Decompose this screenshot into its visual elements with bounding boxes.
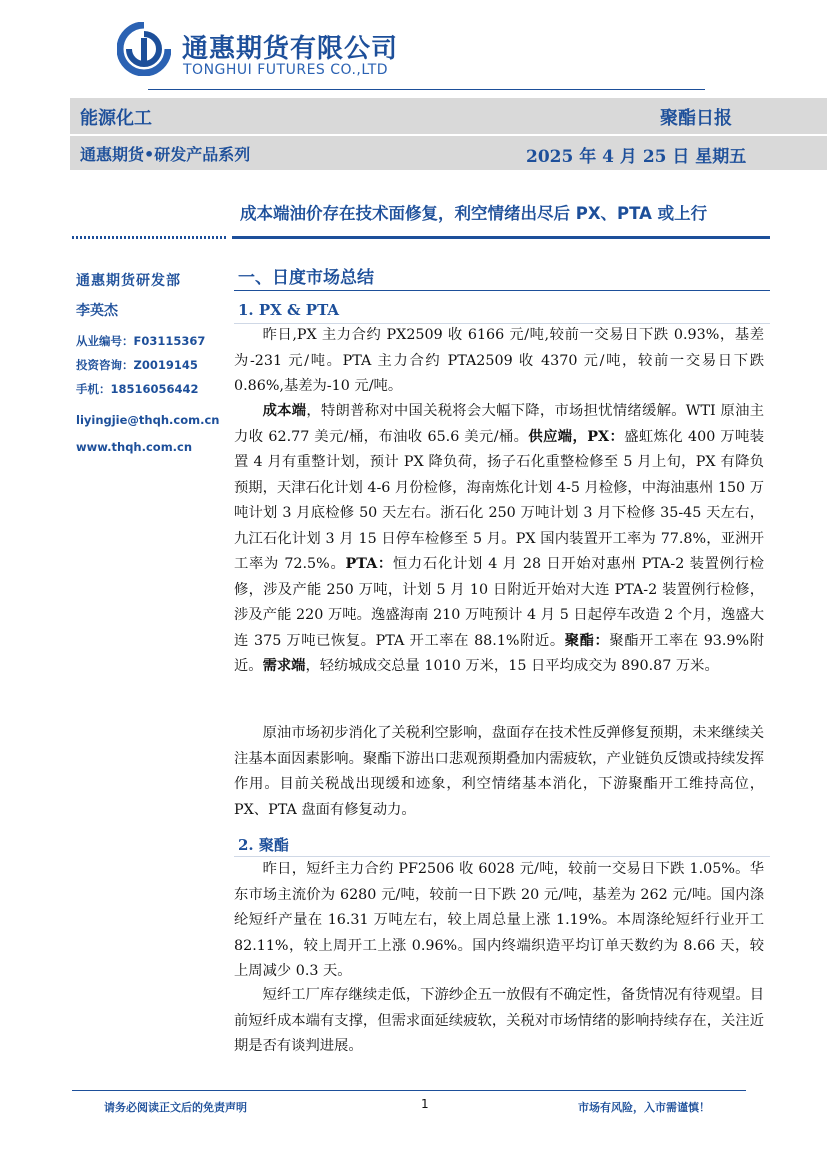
risk-warning: 市场有风险，入市需谨慎！	[578, 1101, 710, 1114]
page-number: 1	[421, 1097, 429, 1111]
cost-side-label: 成本端	[262, 403, 307, 419]
paragraph-staple-fiber: 昨日，短纤主力合约 PF2506 收 6028 元/吨，较前一交易日下跌 1.05%。华东市场主流价为 6280 元/吨，较前一日下跌 20 元/吨，基差为 262 元/吨。国内涤纶短纤产量在 16.31 万吨左右，较上周总量上涨 1.19%。本周涤纶短纤行业开工 82.11%，较上周开工上涨 0.96%。国内终端织造平均订单天数约为 8.66 天，较上周减少 0.3 天。	[234, 861, 764, 979]
paragraph-outlook: 原油市场初步消化了关税利空影响，盘面存在技术性反弹修复预期，未来继续关注基本面因素影响。聚酯下游出口悲观预期叠加内需疲软，产业链负反馈或持续发挥作用。目前关税战出现缓和迹象，利空情绪基本消化，下游聚酯开工维持高位，PX、PTA 盘面有修复动力。	[234, 725, 764, 818]
section-title: 一、日度市场总结	[238, 268, 374, 288]
section-rule	[234, 290, 770, 291]
subsection-px-pta: 1. PX & PTA	[238, 301, 340, 319]
company-website[interactable]: www.thqh.com.cn	[76, 440, 193, 454]
company-name-en: TONGHUI FUTURES CO.,LTD	[183, 62, 389, 78]
report-date: 2025 年 4 月 25 日 星期五	[526, 147, 747, 167]
header-divider	[148, 89, 705, 90]
disclaimer-note: 请务必阅读正文后的免责声明	[104, 1101, 247, 1114]
license-label: 从业编号：	[76, 334, 134, 348]
supply-px-text: 盛虹炼化 400 万吨装置 4 月有重整计划，预计 PX 降负荷，扬子石化重整检修至 5 月上旬，PX 有降负预期，天津石化计划 4-6 月份检修，海南炼化计划 4-5 月检修，中海油惠州 150 万吨计划 3 月底检修 50 天左右。浙石化 250 万吨计划 3 月下检修 35-45 天左右，九江石化计划 3 月 15 日停车检修至 5 月。PX 国内装置开工率为 77.8%，亚洲开工率为 72.5%。	[234, 428, 764, 572]
phone-label: 手机：	[76, 382, 111, 396]
subsection-polyester: 2. 聚酯	[238, 836, 289, 854]
research-dept: 通惠期货研发部	[76, 273, 181, 289]
polyester-text: 聚酯开工率在 93.9%附近。	[234, 632, 764, 674]
phone-row	[76, 377, 226, 401]
consult-value: Z0019145	[133, 358, 198, 372]
supply-pta-text: 恒力石化计划 4 月 28 日开始对惠州 PTA-2 装置例行检修，涉及产能 250 万吨，计划 5 月 10 日附近开始对大连 PTA-2 装置例行检修，涉及产能 220 万吨。逸盛海南 210 万吨预计 4 月 5 日起停车改造 2 个月，逸盛大连 375 万吨已恢复。PTA 开工率在 88.1%附近。	[234, 556, 764, 649]
headline-rule	[232, 236, 770, 239]
report-type: 聚酯日报	[660, 108, 732, 129]
analyst-email[interactable]: liyingjie@thqh.com.cn	[76, 413, 220, 427]
banner-divider	[70, 134, 827, 136]
analyst-name: 李英杰	[76, 303, 118, 319]
pta-label: PTA：	[345, 556, 393, 572]
demand-side-label: 需求端	[262, 658, 306, 674]
author-sidebar	[76, 270, 226, 454]
cost-side-text: ，特朗普称对中国关税将会大幅下降，市场担忧情绪缓解。WTI 原油主力收 62.77 美元/桶，布油收 65.6 美元/桶。	[234, 403, 764, 445]
consult-row	[76, 353, 226, 377]
paragraph-fundamentals	[234, 399, 764, 680]
headline-dotted-rule	[72, 236, 228, 239]
phone-value: 18516056442	[110, 382, 199, 396]
license-row	[76, 329, 226, 353]
license-value: F03115367	[133, 334, 206, 348]
supply-side-label: 供应端，PX：	[528, 428, 625, 445]
paragraph-px-pta-prices: 昨日,PX 主力合约 PX2509 收 6166 元/吨,较前一交易日下跌 0.93%，基差为-231 元/吨。PTA 主力合约 PTA2509 收 4370 元/吨，较前一交易日下跌 0.86%,基差为-10 元/吨。	[234, 327, 764, 394]
footer-rule	[72, 1090, 746, 1091]
company-name-cn: 通惠期货有限公司	[182, 34, 399, 64]
company-logo-icon	[117, 22, 171, 76]
consult-label: 投资咨询：	[76, 358, 134, 372]
paragraph-staple-outlook: 短纤工厂库存继续走低，下游纱企五一放假有不确定性，备货情况有待观望。目前短纤成本端有支撑，但需求面延续疲软，关税对市场情绪的影响持续存在，关注近期是否有谈判进展。	[234, 987, 764, 1054]
demand-side-text: ，轻纺城成交总量 1010 万米，15 日平均成交为 890.87 万米。	[305, 658, 719, 674]
sector-label: 能源化工	[80, 108, 152, 129]
report-headline: 成本端油价存在技术面修复，利空情绪出尽后 PX、PTA 或上行	[240, 204, 708, 223]
polyester-label: 聚酯：	[564, 632, 610, 649]
series-label: 通惠期货•研发产品系列	[80, 145, 251, 164]
